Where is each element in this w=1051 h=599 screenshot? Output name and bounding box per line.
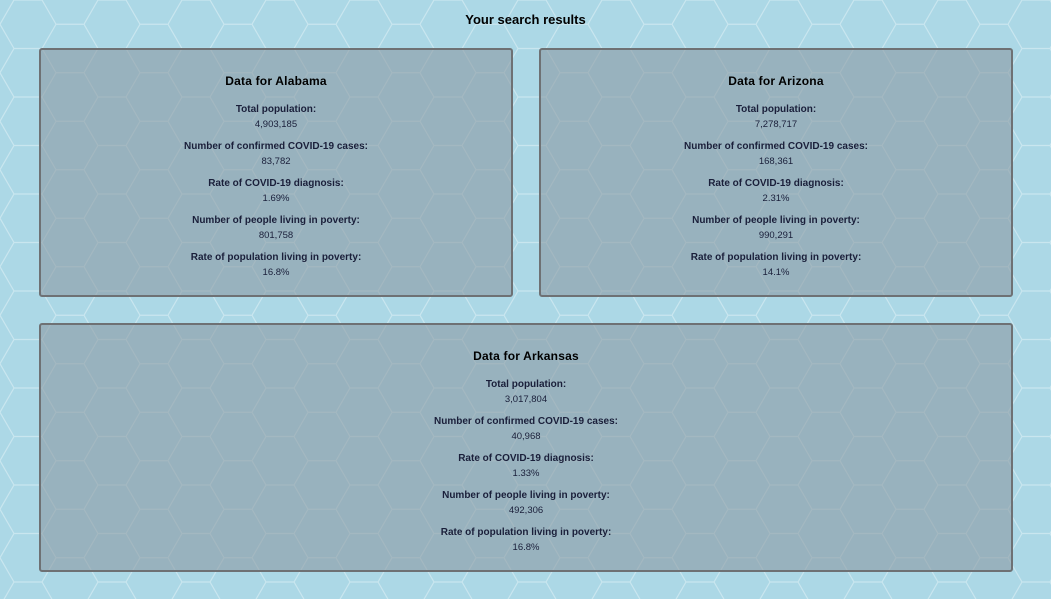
- stat-value: 1.69%: [262, 193, 290, 204]
- state-card-arkansas: [39, 323, 1013, 572]
- state-card-heading: Data for Alabama: [225, 74, 327, 88]
- stat-diagnosis-rate: [541, 177, 1011, 206]
- state-card-alabama: [39, 48, 513, 297]
- stat-poverty-rate: [541, 251, 1011, 280]
- stat-label: Total population:: [735, 104, 817, 115]
- stat-label: Total population:: [485, 379, 567, 390]
- stat-label: Number of people living in poverty:: [192, 215, 360, 226]
- stat-label: Number of people living in poverty:: [692, 215, 860, 226]
- page-title: Your search results: [465, 12, 586, 27]
- stat-label: Number of confirmed COVID-19 cases:: [434, 416, 618, 427]
- stat-poverty-rate: [41, 251, 511, 280]
- state-card-arizona: [539, 48, 1013, 297]
- stat-confirmed-cases: [41, 140, 511, 169]
- stat-label: Number of confirmed COVID-19 cases:: [684, 141, 868, 152]
- stat-value: 492,306: [508, 505, 544, 516]
- stat-value: 2.31%: [762, 193, 790, 204]
- stat-value: 14.1%: [762, 267, 790, 278]
- stat-value: 7,278,717: [754, 119, 798, 130]
- stat-total-population: [541, 103, 1011, 132]
- stat-poverty-count: [41, 214, 511, 243]
- state-card-heading: Data for Arkansas: [473, 349, 579, 363]
- stat-label: Rate of population living in poverty:: [190, 252, 362, 263]
- stat-poverty-rate: [41, 526, 1011, 555]
- stat-value: 16.8%: [512, 542, 540, 553]
- stat-poverty-count: [41, 489, 1011, 518]
- stat-value: 1.33%: [512, 468, 540, 479]
- stat-diagnosis-rate: [41, 177, 511, 206]
- state-card-heading: Data for Arizona: [728, 74, 824, 88]
- stat-value: 990,291: [758, 230, 794, 241]
- stat-label: Rate of COVID-19 diagnosis:: [458, 453, 594, 464]
- stat-label: Rate of COVID-19 diagnosis:: [208, 178, 344, 189]
- stat-value: 40,968: [511, 431, 541, 442]
- stat-total-population: [41, 103, 511, 132]
- stat-value: 168,361: [758, 156, 794, 167]
- stat-value: 83,782: [261, 156, 291, 167]
- stat-total-population: [41, 378, 1011, 407]
- stat-confirmed-cases: [41, 415, 1011, 444]
- stat-label: Rate of population living in poverty:: [440, 527, 612, 538]
- stat-label: Rate of COVID-19 diagnosis:: [708, 178, 844, 189]
- stat-value: 16.8%: [262, 267, 290, 278]
- stat-diagnosis-rate: [41, 452, 1011, 481]
- stat-value: 4,903,185: [254, 119, 298, 130]
- stat-confirmed-cases: [541, 140, 1011, 169]
- stat-value: 801,758: [258, 230, 294, 241]
- stat-label: Number of people living in poverty:: [442, 490, 610, 501]
- stat-poverty-count: [541, 214, 1011, 243]
- stat-label: Number of confirmed COVID-19 cases:: [184, 141, 368, 152]
- stat-label: Rate of population living in poverty:: [690, 252, 862, 263]
- stat-value: 3,017,804: [504, 394, 548, 405]
- stat-label: Total population:: [235, 104, 317, 115]
